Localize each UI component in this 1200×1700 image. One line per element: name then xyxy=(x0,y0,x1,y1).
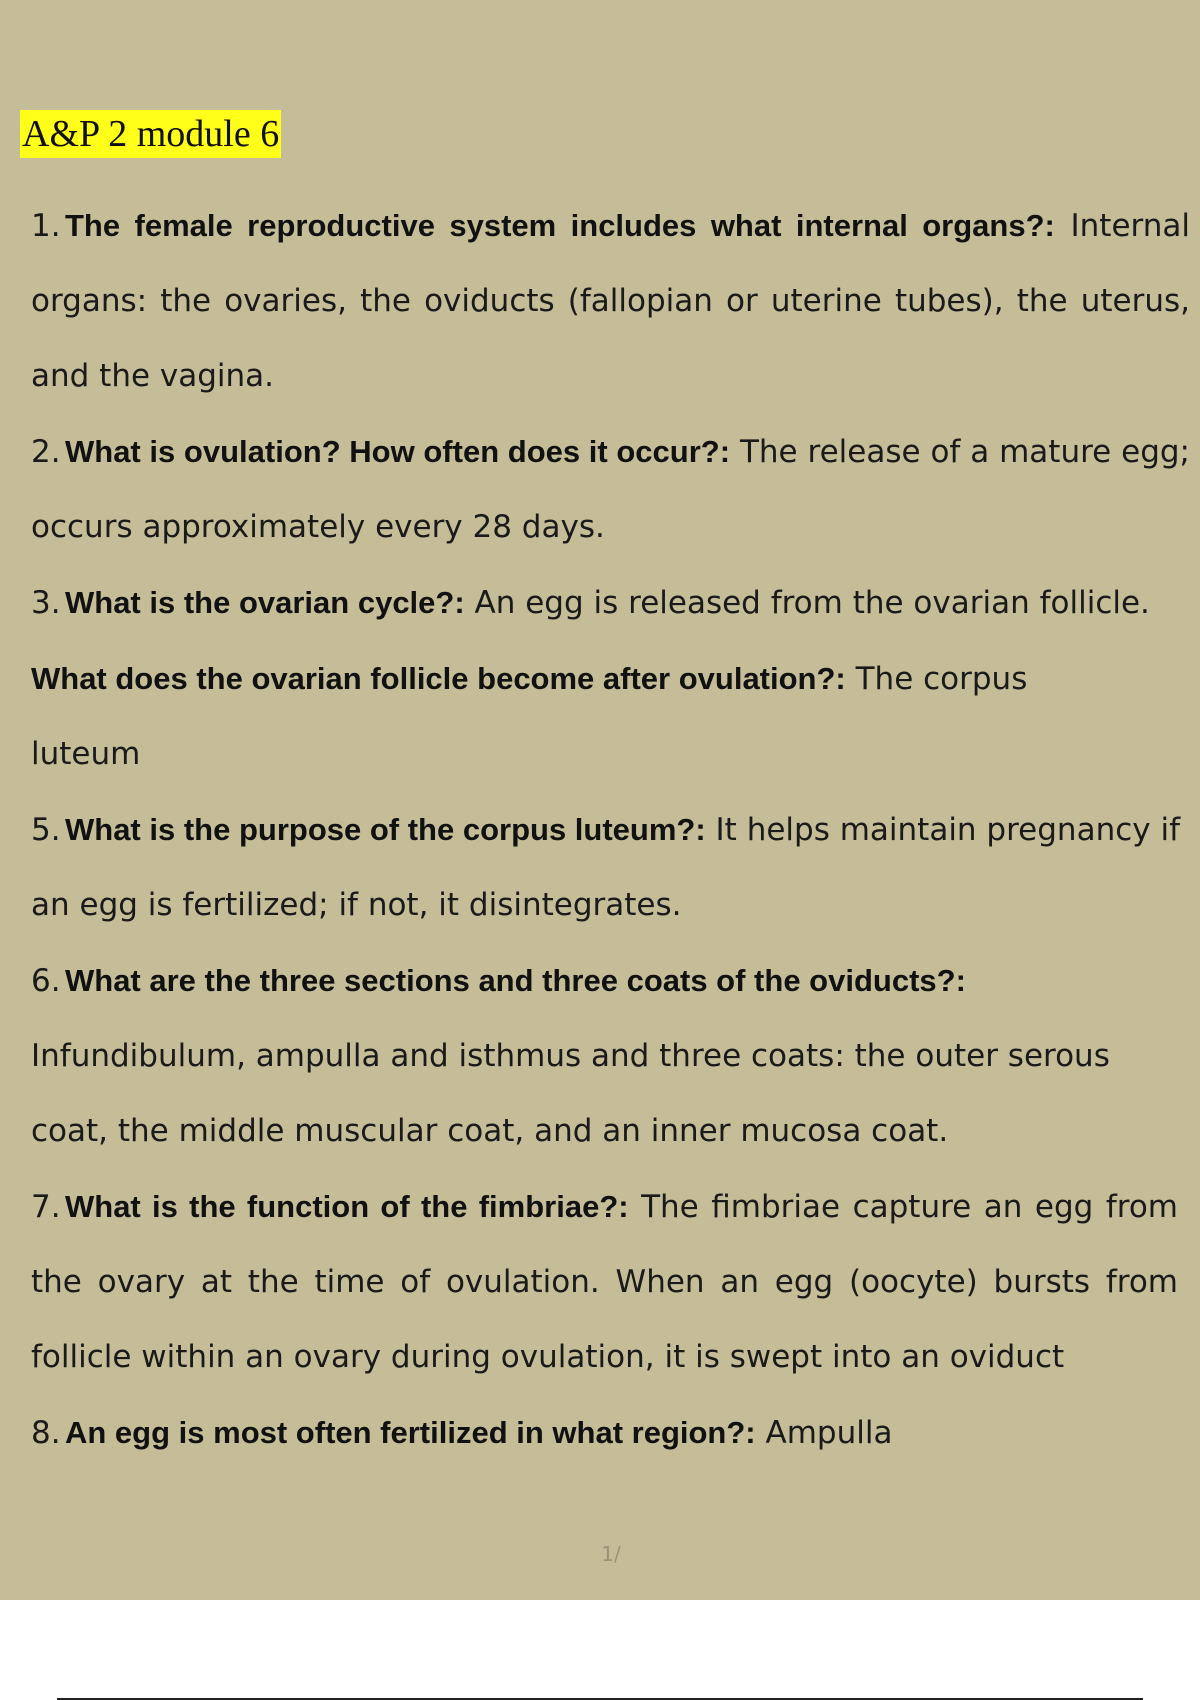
item-answer: The fimbriae capture an egg from the ovary at the time of ovulation. When an egg (oocyte) bursts from follicle within an ovary during ovulation, it is swept into an oviduct xyxy=(31,1189,1178,1375)
item-number: 3. xyxy=(31,585,61,621)
item-answer: An egg is released from the ovarian follicle. xyxy=(464,585,1150,621)
item-number: 2. xyxy=(31,434,61,470)
page-number: 1/ xyxy=(601,1542,621,1566)
item-number: 1. xyxy=(31,208,61,244)
item-answer: It helps maintain pregnancy if an egg is fertilized; if not, it disintegrates. xyxy=(31,812,1180,923)
list-item xyxy=(31,1169,1190,1395)
item-question: What is the purpose of the corpus luteum?: xyxy=(65,812,706,847)
item-answer: Internal organs: the ovaries, the oviducts (fallopian or uterine tubes), the uterus, and the vagina. xyxy=(31,208,1190,394)
item-number: 8. xyxy=(31,1415,61,1451)
list-item xyxy=(31,792,1190,943)
item-answer: The release of a mature egg; occurs approximately every 28 days. xyxy=(31,434,1191,545)
item-question: The female reproductive system includes what internal organs?: xyxy=(65,208,1055,243)
list-item xyxy=(31,565,1190,641)
item-question: What is ovulation? How often does it occur?: xyxy=(65,434,731,469)
list-item xyxy=(31,943,1190,1169)
list-item xyxy=(31,1395,1190,1471)
list-item xyxy=(31,188,1190,414)
item-number: 7. xyxy=(31,1189,61,1225)
item-question: What is the ovarian cycle?: xyxy=(65,585,465,620)
item-number xyxy=(0,642,31,717)
item-question: What are the three sections and three coats of the oviducts?: xyxy=(65,963,966,998)
list-item xyxy=(31,641,1190,792)
item-question: What does the ovarian follicle become after ovulation?: xyxy=(31,661,846,696)
item-question: An egg is most often fertilized in what region?: xyxy=(65,1415,756,1450)
item-answer: The corpus luteum xyxy=(31,661,1028,772)
document-title: A&P 2 module 6 xyxy=(20,110,281,158)
item-question: What is the function of the fimbriae?: xyxy=(65,1189,629,1224)
item-number: 5. xyxy=(31,812,61,848)
item-answer: Ampulla xyxy=(755,1415,893,1451)
item-answer: Infundibulum, ampulla and isthmus and three coats: the outer serous coat, the middle muscular coat, and an inner mucosa coat. xyxy=(31,1038,1110,1149)
list-item xyxy=(31,414,1190,565)
question-list xyxy=(31,188,1190,1471)
item-number: 6. xyxy=(31,963,61,999)
